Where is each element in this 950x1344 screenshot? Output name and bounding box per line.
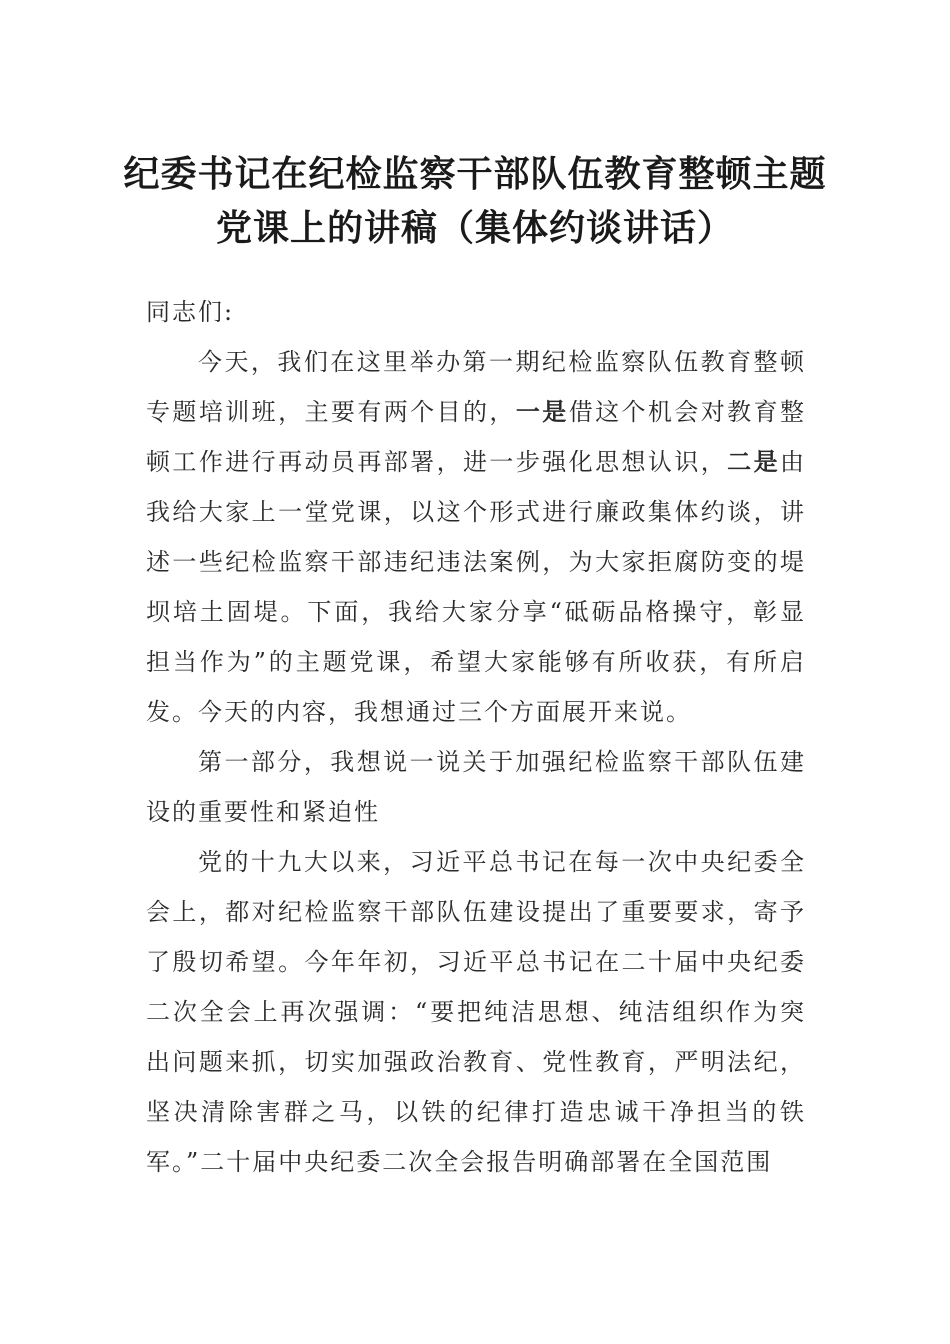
paragraph-intro xyxy=(146,337,806,737)
intro-text-3: 由我给大家上一堂党课，以这个形式进行廉政集体约谈，讲述一些纪检监察干部违纪违法案例，为大家拒腐防变的堤坝培土固堤。下面，我给大家分享“砥砺品格操守，彰显担当作为”的主题党课，希望大家能够有所收获，有所启发。今天的内容，我想通过三个方面展开来说。 xyxy=(146,448,807,726)
salutation: 同志们: xyxy=(146,298,235,326)
document-title: 纪委书记在纪检监察干部队伍教育整顿主题党课上的讲稿（集体约谈讲话） xyxy=(123,154,827,249)
document-body xyxy=(146,287,806,1187)
paragraph-section-one: 第一部分，我想说一说关于加强纪检监察干部队伍建设的重要性和紧迫性 xyxy=(146,748,806,826)
emphasis-second: 二是 xyxy=(727,448,781,476)
paragraph-background: 党的十九大以来，习近平总书记在每一次中央纪委全会上，都对纪检监察干部队伍建设提出了重要要求，寄予了殷切希望。今年年初，习近平总书记在二十届中央纪委二次全会上再次强调：“要把纯洁思想、纯洁组织作为突出问题来抓，切实加强政治教育、党性教育，严明法纪，坚决清除害群之马，以铁的纪律打造忠诚干净担当的铁军。”二十届中央纪委二次全会报告明确部署在全国范围 xyxy=(146,848,806,1176)
emphasis-first: 一是 xyxy=(515,398,569,426)
intro-text-2: 借这个机会对教育整顿工作进行再动员再部署，进一步强化思想认识， xyxy=(146,398,807,476)
intro-text-1: 今天，我们在这里举办第一期纪检监察队伍教育整顿专题培训班，主要有两个目的， xyxy=(146,348,806,426)
